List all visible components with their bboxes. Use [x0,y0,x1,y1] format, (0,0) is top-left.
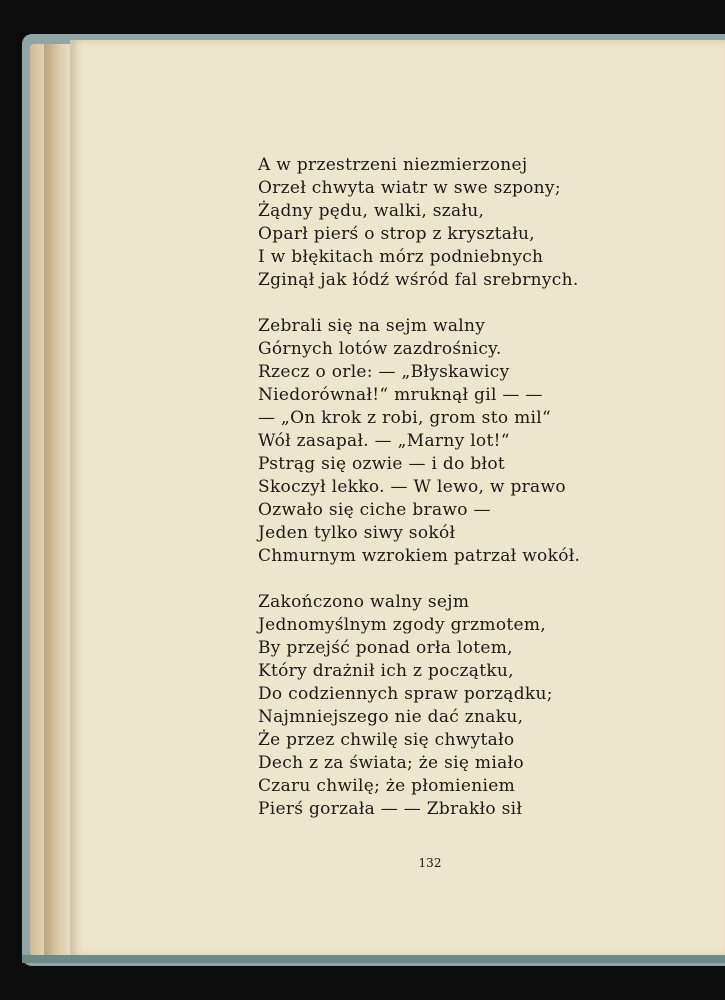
poem-line: Jednomyślnym zgody grzmotem, [258,615,547,635]
poem-line: Zakończono walny sejm [258,592,470,612]
poem-line: Oparł pierś o strop z kryształu, [258,224,535,244]
poem-line: Jeden tylko siwy sokół [258,523,456,543]
poem-line: Dech z za świata; że się miało [258,753,524,773]
poem-line: Zebrali się na sejm walny [258,316,486,336]
poem-line: Że przez chwilę się chwytało [258,730,515,750]
poem-line: Niedorównał!“ mruknął gil — — [258,385,543,405]
poem-line: Pstrąg się ozwie — i do błot [258,454,505,474]
poem-line: Skoczył lekko. — W lewo, w prawo [258,477,566,497]
poem-line: Najmniejszego nie dać znaku, [258,707,524,727]
poem-line: Żądny pędu, walki, szału, [258,201,485,221]
poem-line: Rzecz o orle: — „Błyskawicy [258,362,510,382]
poem-line: Orzeł chwyta wiatr w swe szpony; [258,178,561,198]
poem-line: Pierś gorzała — — Zbrakło sił [258,799,523,819]
poem-line: Który drażnił ich z początku, [258,661,514,681]
poem-line: Zginął jak łódź wśród fal srebrnych. [258,270,579,290]
poem-line: Wół zasapał. — „Marny lot!“ [258,431,510,451]
poem-line: Ozwało się ciche brawo — [258,500,491,520]
cover-bottom-edge [22,955,725,963]
spine-gutter [44,44,72,956]
poem-line: — „On krok z robi, grom sto mil“ [258,408,551,428]
poem-line: I w błękitach mórz podniebnych [258,247,544,267]
page-number-area [380,0,480,1000]
poem-line: Czaru chwilę; że płomieniem [258,776,515,796]
poem-line: Chmurnym wzrokiem patrzał wokół. [258,546,581,566]
poem-line: By przejść ponad orła lotem, [258,638,513,658]
page-number: 132 [418,856,442,870]
poem-line: A w przestrzeni niezmierzonej [258,155,528,175]
poem-line: Do codziennych spraw porządku; [258,684,553,704]
poem-line: Górnych lotów zazdrośnicy. [258,339,502,359]
